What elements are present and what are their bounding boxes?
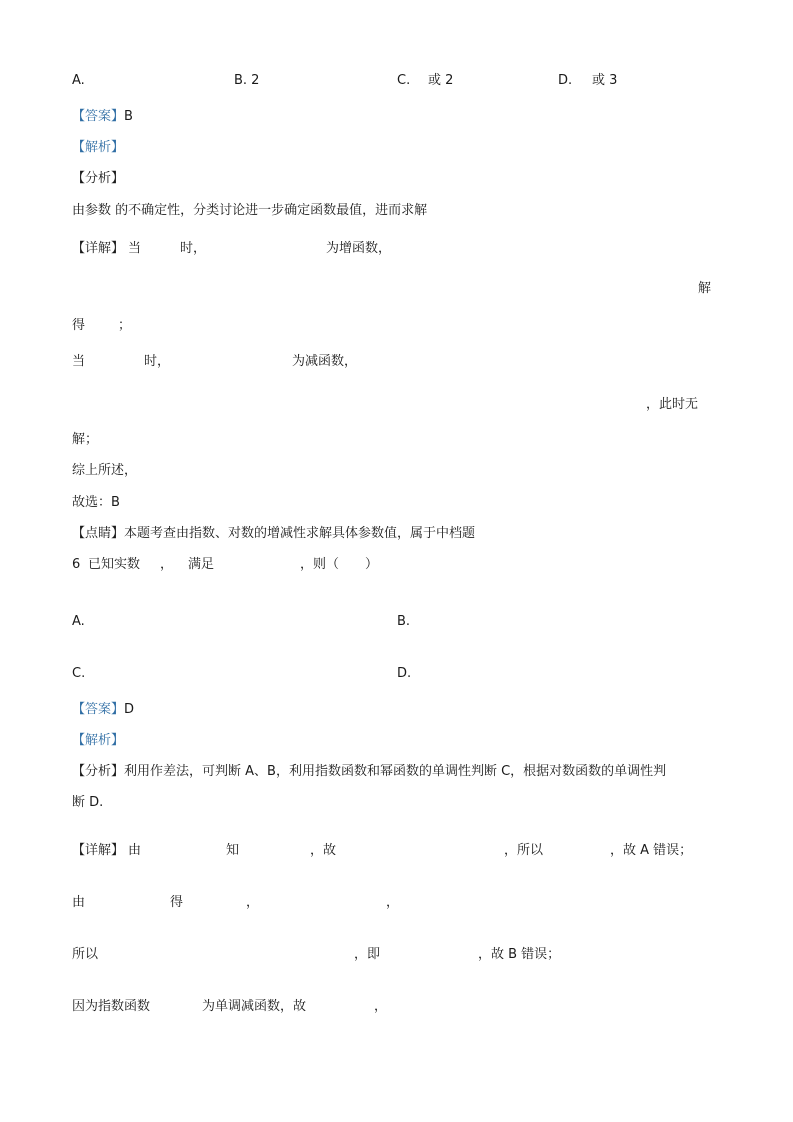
detail-text: 当 — [128, 241, 142, 256]
q6-option-c: C. — [72, 666, 86, 681]
detail-text: 解； — [72, 432, 99, 447]
detail-text: 得 — [170, 895, 184, 910]
detail-text: 为减函数， — [292, 354, 358, 369]
detail-text: 为增函数， — [326, 241, 392, 256]
q6-number: 6 — [72, 557, 81, 572]
detail-text: 为单调减函数，故 — [202, 999, 307, 1014]
q5-option-c: C. — [397, 73, 411, 88]
q6-stem: 已知实数 — [88, 557, 141, 572]
dianjing-line — [72, 525, 475, 543]
q6-answer-line — [72, 701, 134, 719]
fenxi-text: 断 D. — [72, 795, 104, 810]
detail-text: 时， — [144, 354, 171, 369]
answer-value: B — [124, 109, 133, 124]
choose-text: 故选：B — [72, 495, 120, 510]
detail-text: 知 — [226, 843, 240, 858]
answer-value: D — [124, 702, 135, 717]
fenxi-tag: 【分析】 — [72, 764, 125, 779]
fenxi-line — [72, 763, 666, 781]
q5-option-d: D. — [558, 73, 573, 88]
detail-text: ，故 B 错误； — [478, 947, 561, 962]
fenxi-text: 利用作差法，可判断 A、B，利用指数函数和幂函数的单调性判断 C，根据对数函数的单调性判 — [124, 764, 667, 779]
detail-text: 得 — [72, 318, 86, 333]
detail-tag: 【详解】 — [72, 843, 125, 858]
q6-option-d: D. — [397, 666, 412, 681]
q6-stem: ， — [160, 557, 174, 572]
analysis-tag: 【解析】 — [72, 733, 125, 748]
detail-text: ，此时无 — [646, 397, 699, 412]
detail-text: ，故 — [310, 843, 337, 858]
q6-stem: 满足 — [188, 557, 215, 572]
detail-tag: 【详解】 — [72, 241, 125, 256]
summary-text: 综上所述， — [72, 463, 138, 478]
detail-text: 解 — [698, 281, 712, 296]
answer-tag: 【答案】 — [72, 702, 125, 717]
q5-option-d-text: 或 3 — [592, 73, 618, 88]
dianjing-text: 本题考查由指数、对数的增减性求解具体参数值，属于中档题 — [124, 526, 476, 541]
q5-option-b: B. 2 — [234, 73, 260, 88]
detail-text: ， — [246, 895, 260, 910]
detail-text: ， — [374, 999, 388, 1014]
q5-answer-line — [72, 108, 133, 126]
detail-text: 时， — [180, 241, 207, 256]
detail-text: ，故 A 错误； — [610, 843, 693, 858]
fenxi-tag: 【分析】 — [72, 171, 125, 186]
detail-text: ， — [386, 895, 400, 910]
detail-text: 当 — [72, 354, 86, 369]
q6-stem: ，则（ ） — [300, 557, 379, 572]
analysis-tag: 【解析】 — [72, 140, 125, 155]
q6-option-a: A. — [72, 614, 85, 629]
detail-text: ，即 — [354, 947, 381, 962]
detail-text: 所以 — [72, 947, 99, 962]
q5-option-a: A. — [72, 73, 85, 88]
q5-option-c-text: 或 2 — [428, 73, 454, 88]
q6-option-b: B. — [397, 614, 411, 629]
detail-text: 由 — [128, 843, 142, 858]
answer-tag: 【答案】 — [72, 109, 125, 124]
detail-text: 因为指数函数 — [72, 999, 151, 1014]
dianjing-tag: 【点睛】 — [72, 526, 125, 541]
detail-text: 由 — [72, 895, 86, 910]
fenxi-text: 由参数 的不确定性，分类讨论进一步确定函数最值，进而求解 — [72, 203, 428, 218]
detail-text: ； — [118, 318, 132, 333]
detail-text: ，所以 — [504, 843, 544, 858]
